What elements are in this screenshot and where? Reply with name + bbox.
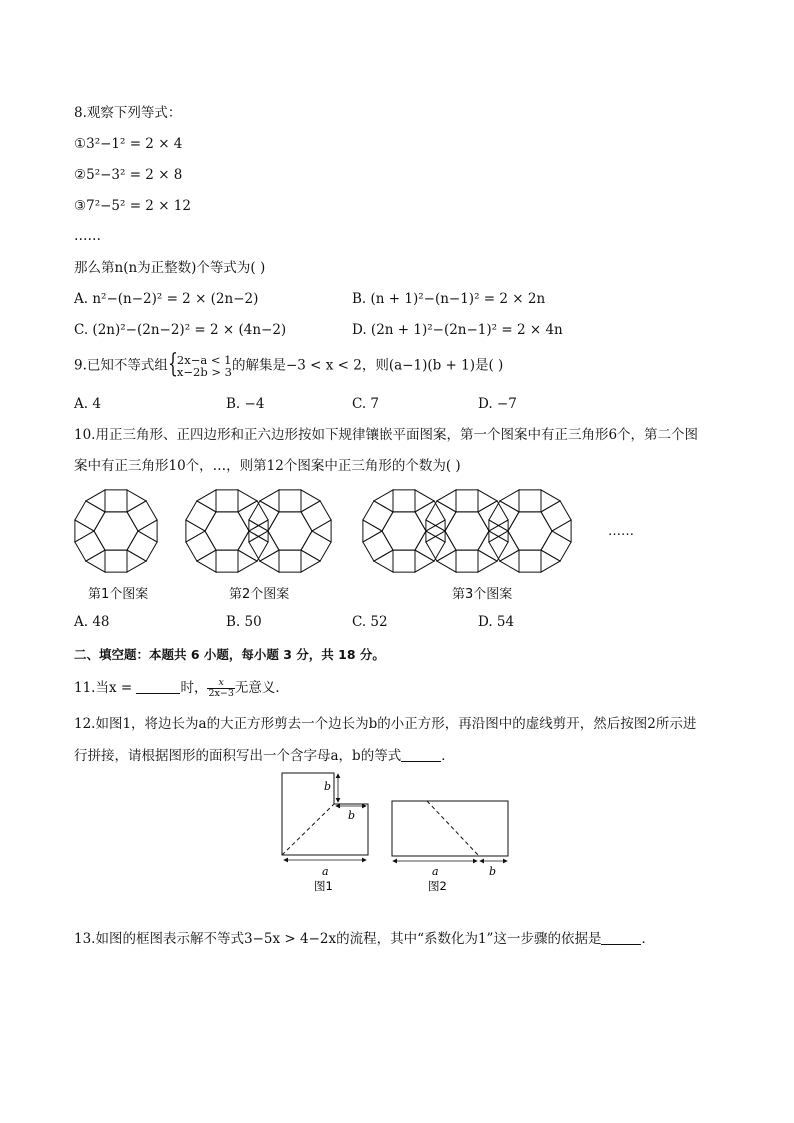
q12-figures: [270, 768, 530, 898]
triangle-tile-1-4: [86, 490, 105, 512]
triangle-tile-6-0: [552, 520, 571, 542]
square-tile-1-4: [105, 490, 127, 512]
triangle-tile-1-3: [75, 520, 94, 542]
q13-stem: [74, 929, 655, 949]
square-tile-5-3: [426, 501, 456, 531]
section-2-heading: 二、填空题：本题共 6 小题，每小题 3 分，共 18 分。: [74, 647, 385, 662]
triangle-tile-5-2: [437, 550, 456, 572]
q8-title: 8.观察下列等式：: [74, 105, 182, 121]
q11-stem: [74, 678, 289, 699]
hexagon-tile-1: [94, 512, 138, 550]
triangle-tile-2-1: [238, 550, 257, 572]
square-tile-4-0: [415, 531, 445, 561]
square-tile-6-3: [489, 501, 519, 531]
triangle-tile-2-3: [186, 520, 205, 542]
q10-option-a: A. 48: [74, 614, 110, 630]
square-tile-1-0: [127, 531, 157, 561]
q8-dots: ……: [74, 228, 101, 244]
q11-fraction: [207, 678, 234, 699]
triangle-tile-3-2: [260, 550, 279, 572]
q8-option-b: B. (n + 1)²−(n−1)² = 2 × 2n: [352, 291, 546, 307]
q9-option-b: B. −4: [226, 396, 265, 412]
q10-line2: 案中有正三角形10个，…，则第12个图案中正三角形的个数为( ): [74, 458, 461, 474]
square-tile-3-1: [279, 550, 301, 572]
fig2-caption: 图2: [428, 879, 447, 893]
square-tile-2-2: [186, 531, 216, 561]
hexagon-tile-3: [268, 512, 312, 550]
square-tile-4-3: [363, 501, 393, 531]
square-tile-2-1: [216, 550, 238, 572]
triangle-tile-3-3: [249, 520, 268, 542]
triangle-tile-3-0: [312, 520, 331, 542]
square-tile-6-4: [519, 490, 541, 512]
fig1-label-b-horizontal: b: [348, 809, 356, 822]
q9-suffix: 的解集是−3 < x < 2，则(a−1)(b + 1)是( ): [231, 357, 504, 374]
q10-caption-3: 第3个图案: [452, 587, 513, 602]
q10-caption-2: 第2个图案: [229, 587, 290, 602]
triangle-tile-2-2: [197, 550, 216, 572]
square-tile-5-1: [456, 550, 478, 572]
q8-eq1: ①3²−1² = 2 × 4: [74, 136, 183, 152]
q10-line1: 10.用正三角形、正四边形和正六边形按如下规律镶嵌平面图案，第一个图案中有正三角形6个，第二个图: [74, 427, 699, 443]
q9-prefix: 9.已知不等式组: [74, 357, 168, 374]
triangle-tile-4-3: [363, 520, 382, 542]
triangle-tile-5-3: [426, 520, 445, 542]
square-tile-5-0: [478, 531, 508, 561]
q9-option-d: D. −7: [478, 396, 517, 412]
triangle-tile-4-2: [374, 550, 393, 572]
square-tile-5-4: [456, 490, 478, 512]
q11-fraction-denominator: 2x−3: [208, 688, 234, 699]
square-tile-5-5: [478, 501, 508, 531]
triangle-tile-5-4: [437, 490, 456, 512]
q8-eq2: ②5²−3² = 2 × 8: [74, 167, 183, 183]
square-tile-3-5: [301, 501, 331, 531]
square-tile-1-2: [75, 531, 105, 561]
square-tile-5-2: [426, 531, 456, 561]
hexagon-tile-4: [382, 512, 426, 550]
square-tile-6-2: [489, 531, 519, 561]
triangle-tile-1-5: [127, 490, 146, 512]
hexagon-tile-5: [445, 512, 489, 550]
triangle-tile-6-4: [500, 490, 519, 512]
q8-eq3: ③7²−5² = 2 × 12: [74, 198, 191, 214]
triangle-tile-6-3: [489, 520, 508, 542]
triangle-tile-1-2: [86, 550, 105, 572]
triangle-tile-3-4: [260, 490, 279, 512]
hexagon-tile-6: [508, 512, 552, 550]
q13-suffix: ．: [641, 931, 655, 947]
triangle-tile-5-1: [478, 550, 497, 572]
triangle-tile-3-1: [301, 550, 320, 572]
q8-option-c: C. (2n)²−(2n−2)² = 2 × (4n−2): [74, 322, 287, 338]
square-tile-6-1: [519, 550, 541, 572]
square-tile-1-3: [75, 501, 105, 531]
triangle-tile-5-5: [478, 490, 497, 512]
triangle-tile-6-2: [500, 550, 519, 572]
q9-system-line2: x−2b > 3: [176, 365, 232, 379]
q8-option-d: D. (2n + 1)²−(2n−1)² = 2 × 4n: [352, 322, 563, 338]
q8-question: 那么第n(n为正整数)个等式为( ): [74, 260, 266, 276]
q8-option-a: A. n²−(n−2)² = 2 × (2n−2): [74, 291, 259, 307]
q11-prefix: 11.当x =: [74, 680, 137, 696]
q12-answer-blank[interactable]: [401, 747, 441, 762]
triangle-tile-1-1: [127, 550, 146, 572]
triangle-tile-5-0: [489, 520, 508, 542]
q9-option-a: A. 4: [74, 396, 101, 412]
q10-option-d: D. 54: [478, 614, 515, 630]
square-tile-2-3: [186, 501, 216, 531]
triangle-tile-4-1: [415, 550, 434, 572]
triangle-tile-2-0: [249, 520, 268, 542]
q13-prefix: 13.如图的框图表示解不等式3−5x > 4−2x的流程，其中“系数化为1”这一步骤的依据是: [74, 931, 602, 947]
triangle-tile-6-5: [541, 490, 560, 512]
triangle-tile-1-0: [138, 520, 157, 542]
q10-option-c: C. 52: [352, 614, 388, 630]
square-tile-3-2: [249, 531, 279, 561]
q11-fraction-numerator: x: [207, 678, 234, 689]
q12-line2: [74, 746, 455, 766]
q13-answer-blank[interactable]: [601, 930, 641, 945]
q12-line2-prefix: 行拼接，请根据图形的面积写出一个含字母a，b的等式: [74, 748, 402, 764]
triangle-tile-4-0: [426, 520, 445, 542]
q11-answer-blank[interactable]: [136, 679, 180, 694]
fig2-label-a: a: [432, 865, 439, 878]
square-tile-3-0: [301, 531, 331, 561]
q9-option-c: C. 7: [352, 396, 380, 412]
square-tile-3-4: [279, 490, 301, 512]
q11-mid: 时，: [180, 680, 208, 696]
triangle-tile-2-5: [238, 490, 257, 512]
figure-2-shape: [392, 801, 508, 856]
triangle-tile-4-4: [374, 490, 393, 512]
square-tile-6-0: [541, 531, 571, 561]
square-tile-2-4: [216, 490, 238, 512]
hexagon-tile-2: [205, 512, 249, 550]
square-tile-6-5: [541, 501, 571, 531]
q10-option-b: B. 50: [226, 614, 262, 630]
square-tile-1-5: [127, 501, 157, 531]
square-tile-1-1: [105, 550, 127, 572]
square-tile-4-1: [393, 550, 415, 572]
fig1-label-b-vertical: b: [324, 780, 332, 793]
square-tile-4-5: [415, 501, 445, 531]
fig1-label-a: a: [322, 865, 329, 878]
triangle-tile-3-5: [301, 490, 320, 512]
triangle-tile-2-4: [197, 490, 216, 512]
square-tile-2-0: [238, 531, 268, 561]
fig2-label-b: b: [489, 865, 497, 878]
square-tile-4-4: [393, 490, 415, 512]
q9-system-line1: 2x−a < 1: [176, 353, 232, 367]
q12-line2-suffix: ．: [441, 748, 455, 764]
square-tile-4-2: [363, 531, 393, 561]
triangle-tile-4-5: [415, 490, 434, 512]
q12-line1: 12.如图1，将边长为a的大正方形剪去一个边长为b的小正方形，再沿图中的虚线剪开，然后按图2所示进: [74, 716, 697, 732]
triangle-tile-6-1: [541, 550, 560, 572]
q10-dots: ……: [608, 524, 634, 539]
brace-icon: {: [167, 349, 178, 379]
q10-caption-1: 第1个图案: [88, 587, 149, 602]
fig1-caption: 图1: [314, 879, 333, 893]
square-tile-3-3: [249, 501, 279, 531]
q11-suffix: 无意义．: [234, 680, 289, 696]
square-tile-2-5: [238, 501, 268, 531]
